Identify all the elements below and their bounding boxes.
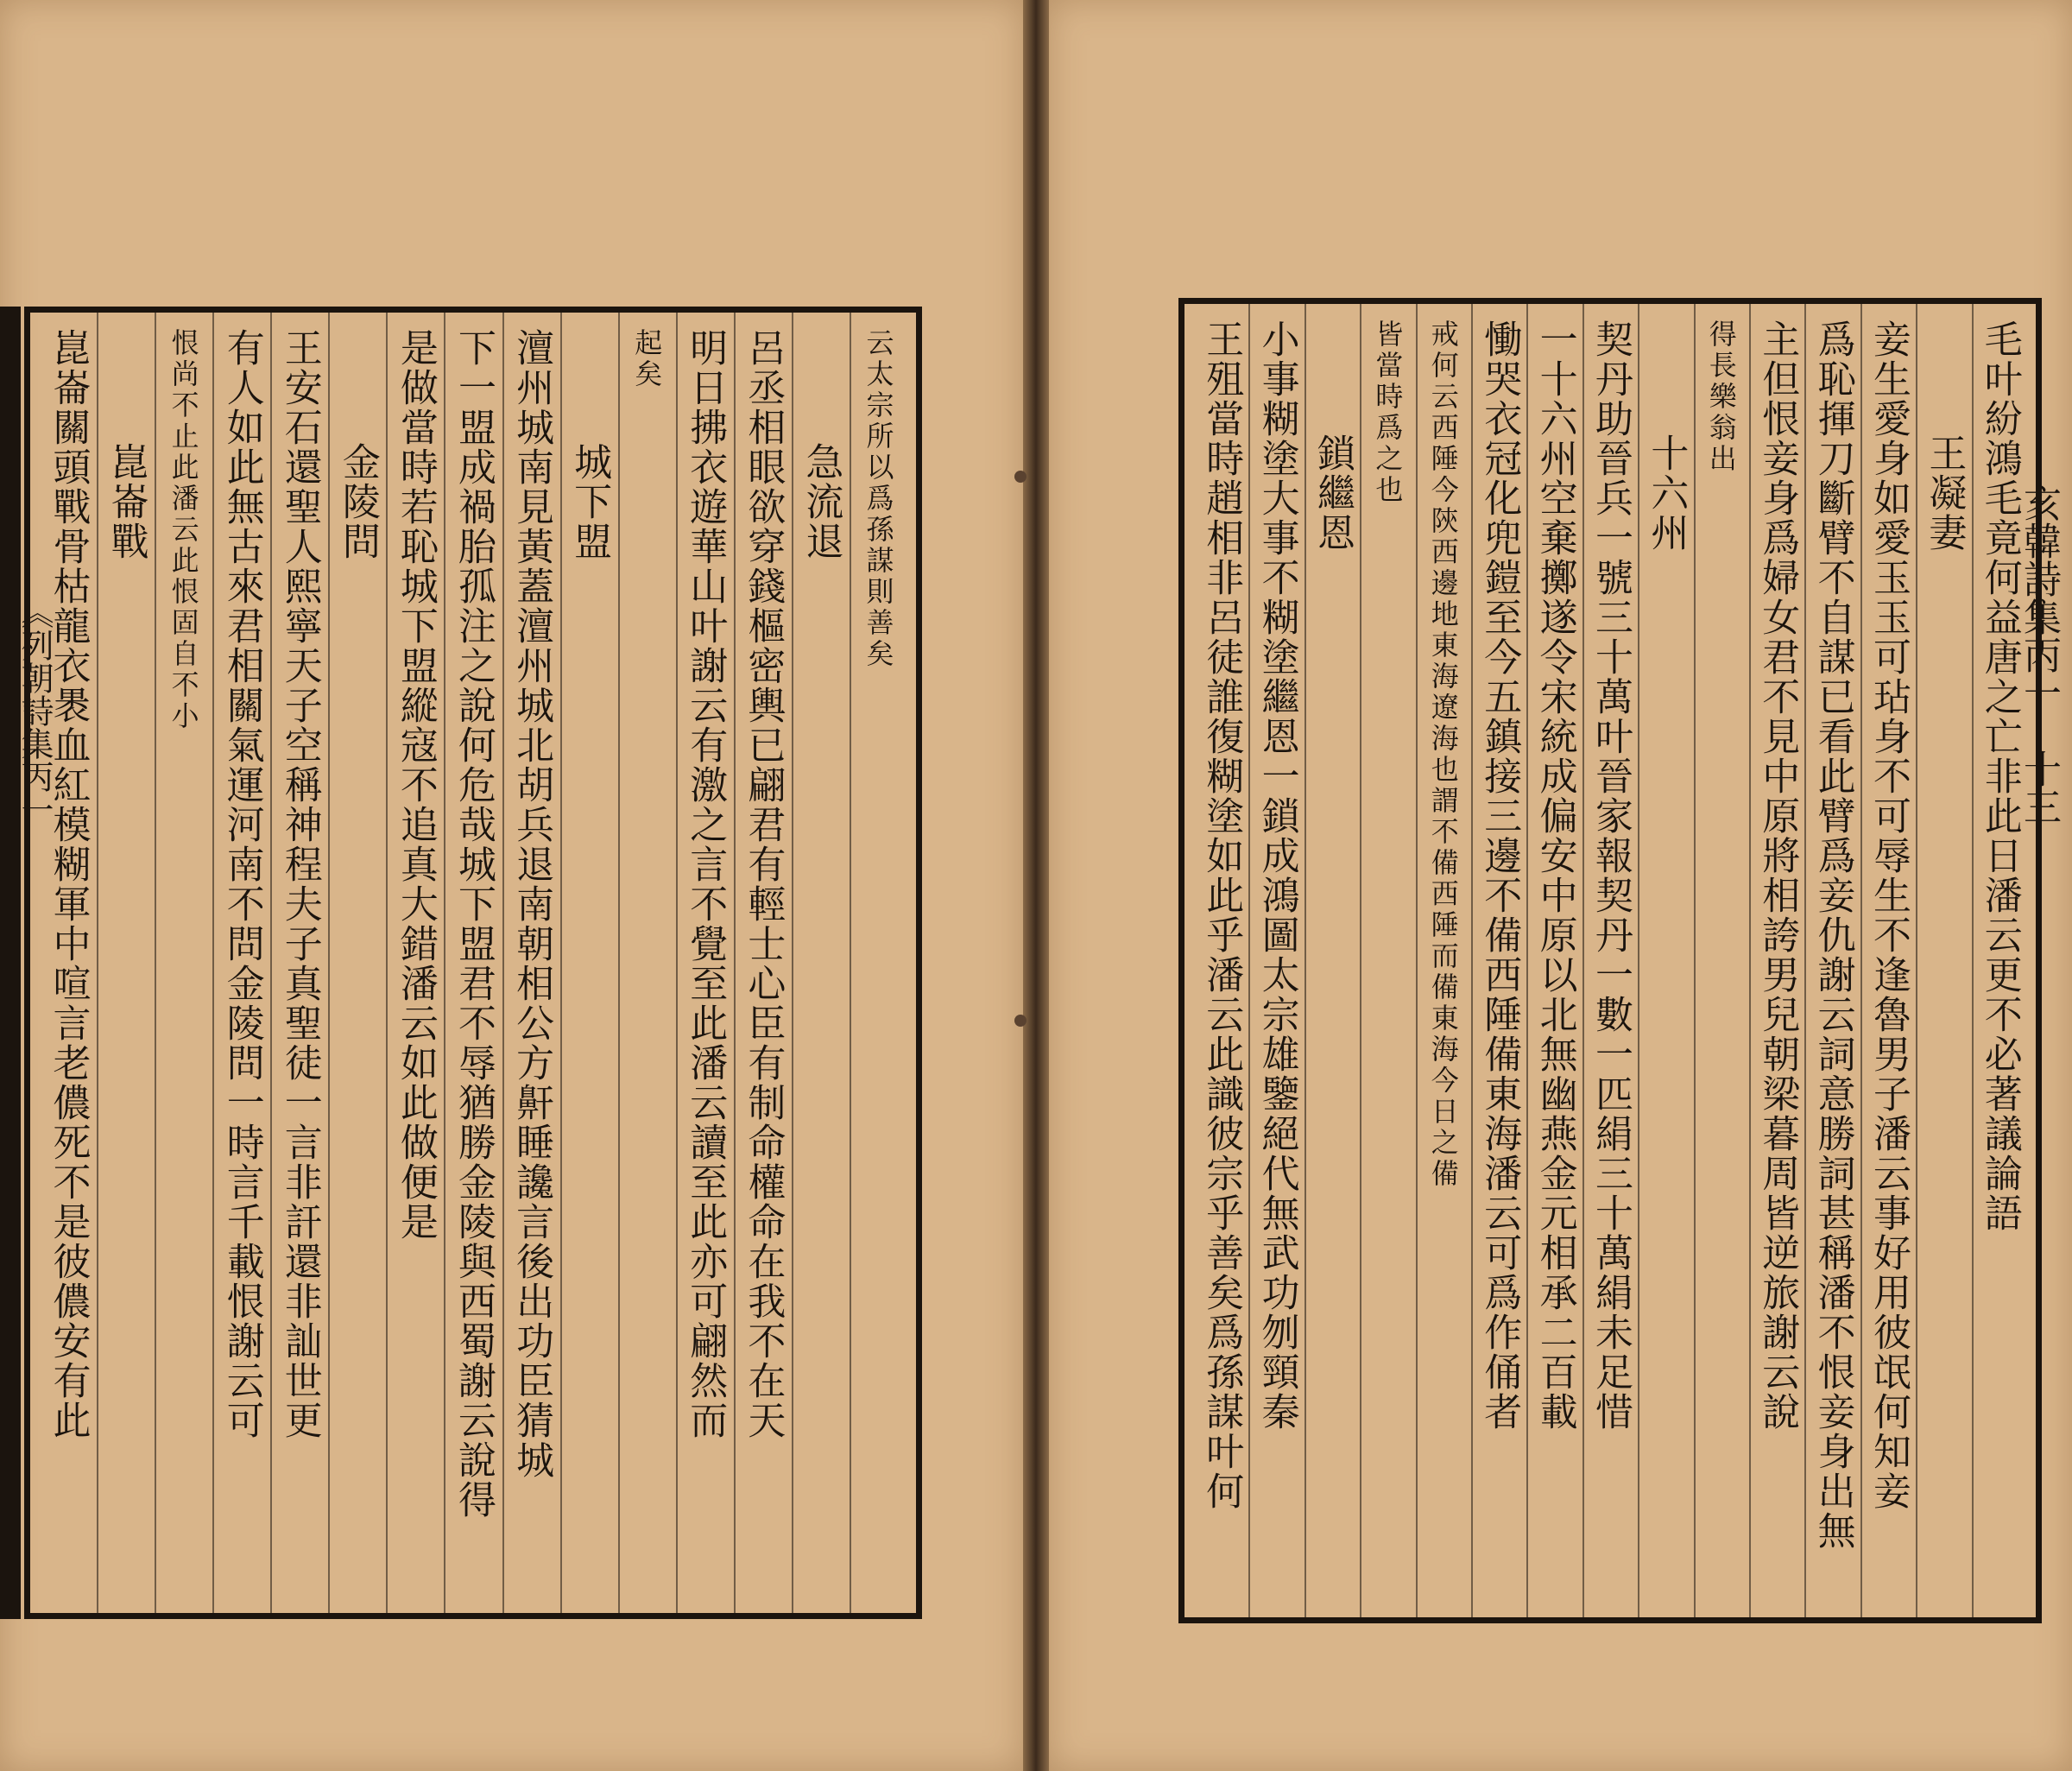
column-rule	[1582, 304, 1584, 1617]
column-rule	[618, 313, 620, 1613]
column-rule	[1860, 304, 1862, 1617]
poem-title: 王凝妻	[1922, 433, 1967, 553]
text-column: 小事糊塗大事不糊塗繼恩一鎖成鴻圖太宗雄鑒絕代無武功刎頸秦	[1254, 319, 1299, 1432]
column-rule	[676, 313, 678, 1613]
poem-title: 急流退	[799, 442, 843, 561]
right-text-frame	[1178, 298, 2042, 1623]
poem-title: 金陵問	[335, 442, 380, 561]
column-rule	[1749, 304, 1751, 1617]
text-column: 主但恨妾身爲婦女君不見中原將相誇男兒朝梁暮周皆逆旅謝云說	[1755, 319, 1800, 1432]
text-column: 契丹助晉兵一號三十萬叶晉家報契丹一數一匹絹三十萬絹未足惜	[1589, 319, 1633, 1432]
column-rule	[328, 313, 330, 1613]
text-column: 王安石還聖人熙寧天子空稱神程夫子真聖徒一言非訐還非訕世更	[277, 328, 322, 1440]
column-rule	[1526, 304, 1528, 1617]
text-column: 呂丞相眼欲穿錢樞密輿已翩君有輕士心臣有制命權命在我不在天	[741, 328, 786, 1440]
column-rule	[97, 313, 98, 1613]
text-column: 有人如此無古來君相關氣運河南不問金陵問一時言千載恨謝云可	[219, 328, 264, 1440]
column-rule	[386, 313, 388, 1613]
binding-hole	[1014, 1015, 1027, 1027]
poem-title: 崑崙戰	[104, 442, 148, 561]
text-column: 下一盟成禍胎孤注之說何危哉城下盟君不辱猶勝金陵與西蜀謝云說得	[452, 328, 496, 1520]
column-rule	[1916, 304, 1917, 1617]
text-column: 毛叶紛鴻毛竟何益唐之亡非此日潘云更不必著議論語	[1977, 319, 2022, 1233]
book-gutter	[1023, 0, 1049, 1771]
text-column: 崑崙關頭戰骨枯龍衣褁血紅模糊軍中喧言老儂死不是彼儂安有此	[46, 328, 91, 1440]
text-column: 得長樂翁出	[1704, 319, 1738, 475]
column-rule	[444, 313, 445, 1613]
column-rule	[1804, 304, 1806, 1617]
column-rule	[1638, 304, 1639, 1617]
column-rule	[1248, 304, 1250, 1617]
column-rule	[1972, 304, 1974, 1617]
text-column: 一十六州空棄擲遂令宋統成偏安中原以北無幽燕金元相承二百載	[1532, 319, 1577, 1432]
text-column: 戒何云西陲今陝西邊地東海遼海也謂不備西陲而備東海今日之備	[1426, 319, 1460, 1190]
binding-hole	[1014, 471, 1027, 483]
column-rule	[734, 313, 736, 1613]
column-rule	[560, 313, 562, 1613]
column-rule	[502, 313, 504, 1613]
column-rule	[850, 313, 851, 1613]
text-column: 恨尚不止此潘云此恨固自不小	[167, 328, 200, 732]
text-column: 妾生愛身如愛玉玉可玷身不可辱生不逢魯男子潘云事好用彼氓何知妾	[1867, 319, 1911, 1511]
left-page	[0, 0, 1023, 1771]
text-column: 是做當時若恥城下盟縱寇不追真大錯潘云如此做便是	[393, 328, 438, 1242]
text-column: 爲恥揮刀斷臂不自謀已看此臂爲妾仇謝云詞意勝詞甚稱潘不恨妾身出無	[1810, 319, 1855, 1551]
text-column: 起矣	[630, 328, 664, 390]
column-rule	[270, 313, 272, 1613]
column-rule	[1471, 304, 1473, 1617]
text-column: 云太宗所以爲孫謀則善矣	[862, 328, 895, 670]
column-rule	[155, 313, 156, 1613]
left-text-frame	[24, 307, 922, 1619]
column-rule	[1416, 304, 1418, 1617]
text-column: 澶州城南見黃蓋澶州城北胡兵退南朝相公方鼾睡讒言後出功臣猜城	[509, 328, 554, 1480]
text-column: 皆當時爲之也	[1371, 319, 1405, 506]
right-page	[1049, 0, 2072, 1771]
poem-title: 鎖繼恩	[1311, 433, 1355, 553]
column-rule	[1304, 304, 1306, 1617]
folio-label: 亥韓詩集丙一 十三	[2017, 484, 2061, 825]
column-rule	[212, 313, 214, 1613]
text-column: 明日拂衣遊華山叶謝云有激之言不覺至此潘云讀至此亦可翩然而	[683, 328, 728, 1440]
text-column: 慟哭衣冠化兜鎧至今五鎮接三邊不備西陲備東海潘云可爲作俑者	[1477, 319, 1522, 1432]
margin-tab: 《列朝詩集丙一	[16, 596, 54, 825]
column-rule	[792, 313, 793, 1613]
poem-title: 十六州	[1644, 433, 1689, 553]
column-rule	[1360, 304, 1361, 1617]
text-column: 王殂當時趙相非呂徒誰復糊塗如此乎潘云此識彼宗乎善矣爲孫謀叶何	[1199, 319, 1244, 1511]
column-rule	[1694, 304, 1696, 1617]
poem-title: 城下盟	[567, 442, 612, 561]
